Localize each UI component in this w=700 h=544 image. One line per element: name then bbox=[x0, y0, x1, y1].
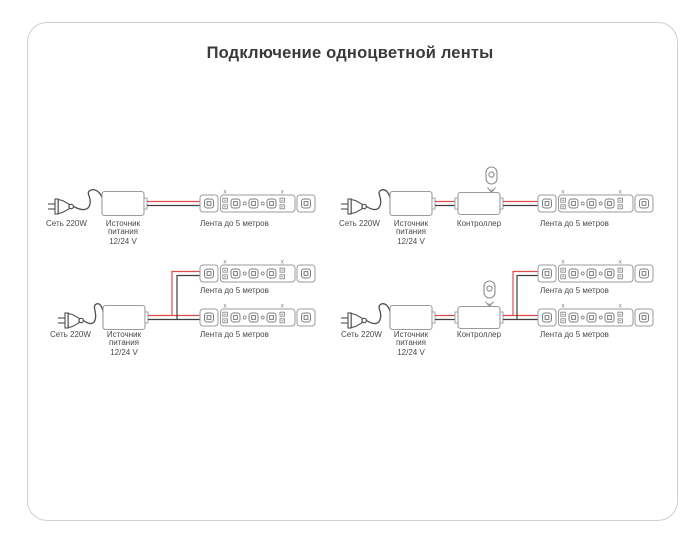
label-power-supply bbox=[99, 220, 147, 236]
label-strip: Лента до 5 метров bbox=[540, 286, 609, 295]
label-power-supply-line1: Источник bbox=[393, 330, 429, 339]
label-power-supply-line2: питания bbox=[395, 227, 427, 236]
power-supply-box bbox=[390, 306, 435, 330]
label-power-supply-line1: Источник bbox=[105, 219, 141, 228]
power-supply-box bbox=[390, 192, 435, 216]
plug-icon bbox=[48, 199, 73, 214]
label-controller: Контроллер bbox=[456, 330, 502, 339]
power-cord bbox=[84, 304, 104, 324]
label-power-source: Сеть 220W bbox=[46, 219, 87, 228]
label-power-supply-line1: Источник bbox=[106, 330, 142, 339]
label-power-supply bbox=[387, 331, 435, 347]
label-power-supply-line2: питания bbox=[107, 227, 139, 236]
diagram-top-right bbox=[341, 167, 653, 216]
wire-positive bbox=[503, 272, 538, 316]
plug-icon bbox=[58, 313, 83, 328]
diagram-top-left bbox=[48, 189, 315, 216]
label-strip: Лента до 5 метров bbox=[200, 286, 269, 295]
power-supply-box bbox=[103, 306, 148, 330]
label-power-supply-line1: Источник bbox=[393, 219, 429, 228]
led-strip bbox=[538, 303, 653, 327]
led-strip bbox=[538, 259, 653, 283]
led-strip bbox=[538, 189, 653, 213]
led-strip bbox=[200, 303, 315, 327]
label-power-supply-line2: питания bbox=[395, 338, 427, 347]
plug-icon bbox=[341, 313, 366, 328]
remote-icon bbox=[486, 167, 497, 192]
label-voltage: 12/24 V bbox=[397, 237, 425, 246]
controller-box bbox=[455, 307, 503, 329]
label-strip: Лента до 5 метров bbox=[540, 330, 609, 339]
label-power-supply bbox=[100, 331, 148, 347]
label-strip: Лента до 5 метров bbox=[200, 219, 269, 228]
power-cord bbox=[367, 304, 391, 324]
remote-icon bbox=[484, 281, 495, 306]
power-cord bbox=[74, 190, 103, 210]
power-cord bbox=[367, 190, 391, 210]
label-strip: Лента до 5 метров bbox=[540, 219, 609, 228]
diagram-bottom-left bbox=[58, 259, 315, 330]
power-supply-box bbox=[102, 192, 147, 216]
label-power-source: Сеть 220W bbox=[339, 219, 380, 228]
wire-negative bbox=[148, 276, 200, 320]
label-voltage: 12/24 V bbox=[110, 348, 138, 357]
plug-icon bbox=[341, 199, 366, 214]
led-strip bbox=[200, 259, 315, 283]
label-strip: Лента до 5 метров bbox=[200, 330, 269, 339]
label-voltage: 12/24 V bbox=[109, 237, 137, 246]
label-power-supply-line2: питания bbox=[108, 338, 140, 347]
controller-box bbox=[455, 193, 503, 215]
page-title: Подключение одноцветной ленты bbox=[206, 44, 494, 62]
label-controller: Контроллер bbox=[456, 219, 502, 228]
wire-negative bbox=[503, 276, 538, 320]
led-strip bbox=[200, 189, 315, 213]
label-power-supply bbox=[387, 220, 435, 236]
label-power-source: Сеть 220W bbox=[50, 330, 91, 339]
wire-positive bbox=[148, 272, 200, 316]
label-voltage: 12/24 V bbox=[397, 348, 425, 357]
label-power-source: Сеть 220W bbox=[341, 330, 382, 339]
